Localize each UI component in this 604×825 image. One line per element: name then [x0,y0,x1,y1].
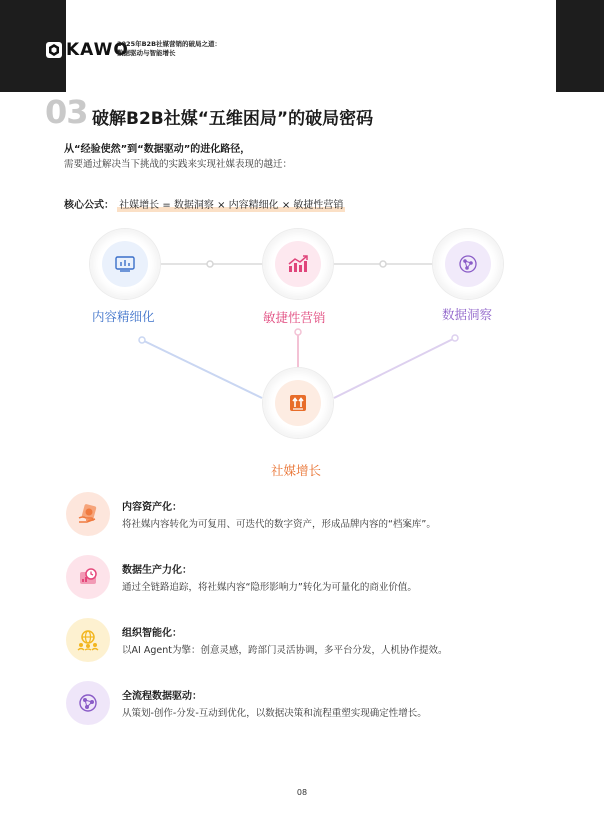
connector-dot [295,329,301,335]
connector-dot [139,337,145,343]
list-item [62,681,542,737]
coin-hand-icon [66,492,110,536]
connector-dot [380,261,386,267]
list-item [62,555,542,611]
corner-block-right [556,0,604,92]
network-globe-icon [445,241,491,287]
network-globe-icon [66,681,110,725]
item-title: 全流程数据驱动： [122,691,202,702]
page-number: 08 [296,788,308,797]
connector-dot [452,335,458,341]
node-social-growth [263,368,333,438]
section-title: 破解B2B社媒“五维困局”的破局密码 [92,109,374,129]
upward-arrows-box-icon [275,380,321,426]
team-globe-icon [66,618,110,662]
list-item [62,618,542,674]
item-desc: 通过全链路追踪，将社媒内容“隐形影响力”转化为可量化的商业价值。 [122,582,417,593]
item-title: 组织智能化： [122,628,182,639]
monitor-chart-icon [102,241,148,287]
intro-text: 需要通过解决当下挑战的实践来实现社媒表现的越迁： [64,159,293,170]
item-title: 内容资产化： [122,502,182,513]
item-desc: 将社媒内容转化为可复用、可迭代的数字资产，形成品牌内容的“档案库”。 [122,519,436,530]
node-data-insight [433,229,503,299]
node-label-social-growth: 社媒增长 [271,463,322,478]
report-title-line1: 2025年B2B社媒营销的破局之道： [117,40,222,48]
node-content-refinement [90,229,160,299]
connector-line [334,338,455,398]
intro-lead: 从“经验使然”到“数据驱动”的进化路径， [64,144,251,155]
data-clock-icon [66,555,110,599]
report-title [117,40,221,58]
kawo-logo-icon [46,42,62,58]
connector-dot [207,261,213,267]
formula-body: 社媒增长 = 数据洞察 × 内容精细化 × 敏捷性营销 [119,200,344,211]
report-title-line2: 数据驱动与智能增长 [117,49,176,57]
formula-label: 核心公式： [64,200,114,211]
list-item [62,492,542,548]
growth-bar-chart-icon [275,241,321,287]
core-formula [64,196,345,211]
item-desc: 以AI Agent为擎：创意灵感，跨部门灵活协调，多平台分发，人机协作提效。 [122,645,448,656]
item-title: 数据生产力化： [122,565,192,576]
connector-line [142,340,262,398]
item-desc: 从策划-创作-分发-互动到优化，以数据决策和流程重塑实现确定性增长。 [122,708,427,719]
growth-diagram [0,222,604,482]
node-label-agile-marketing: 敏捷性营销 [263,310,326,325]
section-number: 03 [45,93,88,131]
node-label-data-insight: 数据洞察 [442,307,493,322]
node-agile-marketing [263,229,333,299]
brand-name: KAWO [66,40,129,60]
node-label-content-refinement: 内容精细化 [92,309,155,324]
